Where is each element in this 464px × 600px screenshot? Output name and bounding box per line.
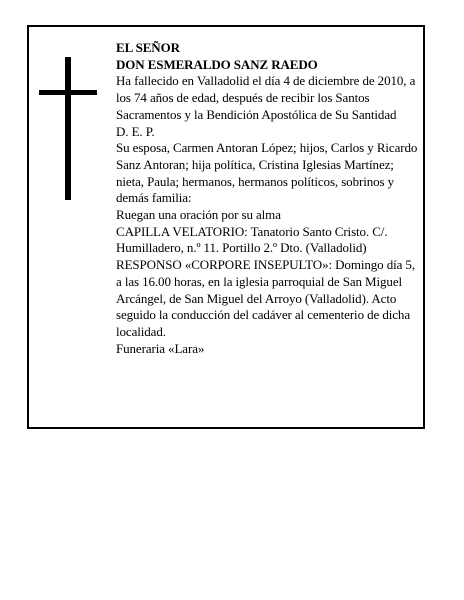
heading-title: EL SEÑOR [116,40,180,55]
prayer-request: Ruegan una oración por su alma [116,207,281,223]
latin-cross-icon [39,57,97,200]
death-statement: Ha fallecido en Valladolid el día 4 de diciembre de 2010, a los 74 años de edad, después de recibir los Santos Sacramentos y la Bendición Apostólica de Su Santidad [116,73,416,122]
cross-horizontal-bar [39,90,97,95]
family-paragraph: Su esposa, Carmen Antoran López; hijos, Carlos y Ricardo Sanz Antoran; hija política, Cristina Iglesias Martínez; nieta, Paula; hermanos, hermanos políticos, sobrinos y demás familia: [116,140,418,206]
rip-line: D. E. P. [116,123,155,139]
chapel-info: CAPILLA VELATORIO: Tanatorio Santo Cristo. C/. Humilladero, n.º 11. Portillo 2.º Dto. (Valladolid) [116,223,388,256]
funeral-home: Funeraria «Lara» [116,340,205,356]
obituary-notice [27,25,425,429]
deceased-name: DON ESMERALDO SANZ RAEDO [116,56,318,72]
notice-text [116,40,418,357]
responso-info: RESPONSO «CORPORE INSEPULTO»: Domingo día 5, a las 16.00 horas, en la iglesia parroquial de San Miguel Arcángel, de San Miguel del Arroyo (Valladolid). Acto seguido la conducción del cadáver al cementerio de dicha localidad. [116,257,415,339]
cross-vertical-bar [65,57,71,200]
